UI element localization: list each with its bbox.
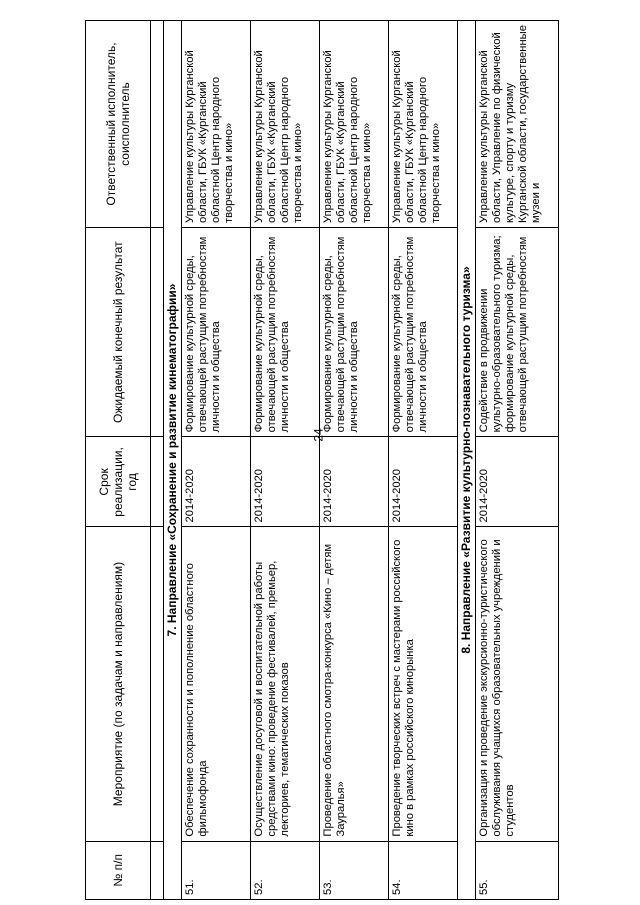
section-title-tourism: 8. Направление «Развитие культурно-познавательного туризма» [458, 21, 476, 900]
table-header-row [86, 21, 151, 900]
row-measure: Проведение областного смотра-конкурса «Кино – детям Зауралья» [320, 527, 389, 841]
row-responsible: Управление культуры Курганской области, ГБУК «Курганский областной Центр народного творчества и кино» [320, 21, 389, 228]
row-term: 2014-2020 [182, 437, 251, 527]
row-term: 2014-2020 [476, 437, 559, 527]
row-result: Формирование культурной среды, отвечающей растущим потребностям личности и общества [320, 228, 389, 437]
row-num: 53. [320, 841, 389, 899]
index-cell [151, 527, 164, 841]
column-index-row [151, 21, 164, 900]
row-term: 2014-2020 [320, 437, 389, 527]
table-row [182, 21, 251, 900]
row-term: 2014-2020 [389, 437, 458, 527]
row-result: Формирование культурной среды, отвечающей растущим потребностям личности и общества [182, 228, 251, 437]
program-table-sheet [85, 20, 565, 900]
row-term: 2014-2020 [251, 437, 320, 527]
index-cell [151, 841, 164, 899]
table-row [251, 21, 320, 900]
index-cell [151, 21, 164, 228]
row-responsible: Управление культуры Курганской области, ГБУК «Курганский областной Центр народного творчества и кино» [182, 21, 251, 228]
section-row [164, 21, 182, 900]
index-cell [151, 437, 164, 527]
row-responsible: Управление культуры Курганской области, ГБУК «Курганский областной Центр народного творчества и кино» [251, 21, 320, 228]
table-row [476, 21, 559, 900]
page-number: 24 [311, 428, 326, 442]
row-result: Формирование культурной среды, отвечающей растущим потребностям личности и общества [251, 228, 320, 437]
section-title-cinema: 7. Направление «Сохранение и развитие кинематографии» [164, 21, 182, 900]
row-measure: Осуществление досуговой и воспитательной работы средствами кино: проведение фестивалей, премьер, лекториев, тематических показов [251, 527, 320, 841]
header-num: № п/п [86, 841, 151, 899]
row-measure: Проведение творческих встреч с мастерами российского кино в рамках российского кинорынка [389, 527, 458, 841]
row-responsible: Управление культуры Курганской области, ГБУК «Курганский областной Центр народного творчества и кино» [389, 21, 458, 228]
row-measure: Обеспечение сохранности и пополнение областного фильмофонда [182, 527, 251, 841]
row-measure: Организация и проведение экскурсионно-туристического обслуживания учащихся образовательных учреждений и студентов [476, 527, 559, 841]
row-num: 55. [476, 841, 559, 899]
program-measures-table [85, 20, 559, 900]
row-num: 54. [389, 841, 458, 899]
section-row [458, 21, 476, 900]
row-num: 52. [251, 841, 320, 899]
header-result: Ожидаемый конечный результат [86, 228, 151, 437]
row-result: Формирование культурной среды, отвечающей растущим потребностям личности и общества [389, 228, 458, 437]
header-responsible: Ответственный исполнитель, соисполнитель [86, 21, 151, 228]
index-cell [151, 228, 164, 437]
row-responsible: Управление культуры Курганской области, Управление по физической культуре, спорту и туризму Курганской области, государственные музеи и [476, 21, 559, 228]
header-measure: Мероприятие (по задачам и направлениям) [86, 527, 151, 841]
table-row [389, 21, 458, 900]
row-num: 51. [182, 841, 251, 899]
table-row [320, 21, 389, 900]
row-result: Содействие в продвижении культурно-образовательного туризма; формирование культурной среды, отвечающей растущим потребностям [476, 228, 559, 437]
header-term: Срок реализации, год [86, 437, 151, 527]
